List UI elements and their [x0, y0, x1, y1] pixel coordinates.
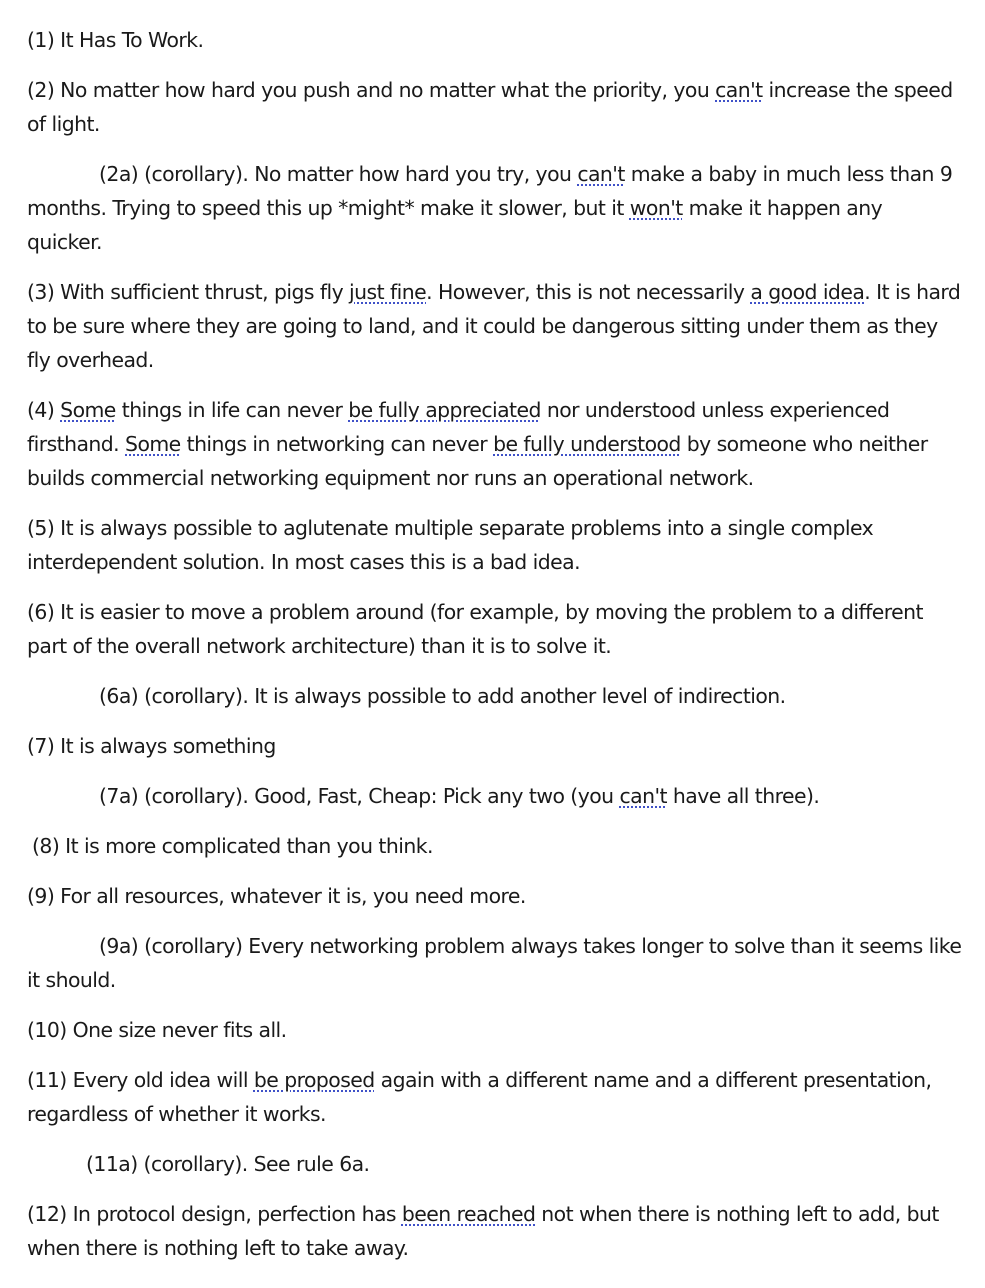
text-run: increase the speed of light. — [27, 78, 953, 136]
text-run: (4) — [27, 398, 61, 422]
rule-11 — [27, 1063, 962, 1131]
grammar-flag: be fully understood — [493, 432, 681, 456]
text-run: (7a) (corollary). Good, Fast, Cheap: Pick any two (you — [99, 784, 620, 808]
text-run: (8) It is more complicated than you think. — [32, 834, 433, 858]
text-run: again with a different name and a different presentation, regardless of whether it works. — [27, 1068, 932, 1126]
rule-10 — [27, 1013, 962, 1047]
text-run: (9a) (corollary) Every networking problem always takes longer to solve than it seems like it should. — [27, 934, 962, 992]
grammar-flag: can't — [715, 78, 763, 102]
text-run: (6a) (corollary). It is always possible to add another level of indirection. — [99, 684, 786, 708]
text-run: make a baby in much less than 9 months. Trying to speed this up *might* make it slower, but it — [27, 162, 953, 220]
grammar-flag: be fully appreciated — [348, 398, 541, 422]
rule-8 — [27, 829, 962, 863]
rule-11a — [27, 1147, 962, 1181]
text-run: by someone who neither builds commercial networking equipment nor runs an operational network. — [27, 432, 928, 490]
text-run: (5) It is always possible to aglutenate multiple separate problems into a single complex interdependent solution. In most cases this is a bad idea. — [27, 516, 874, 574]
text-run: (1) It Has To Work. — [27, 28, 204, 52]
grammar-flag: can't — [577, 162, 625, 186]
text-run: (10) One size never fits all. — [27, 1018, 287, 1042]
text-run: nor understood unless experienced firsthand. — [27, 398, 890, 456]
rule-7a — [27, 779, 962, 813]
text-run: (9) For all resources, whatever it is, you need more. — [27, 884, 526, 908]
rule-6a — [27, 679, 962, 713]
text-run: make it happen any quicker. — [27, 196, 883, 254]
rule-7 — [27, 729, 962, 763]
rule-5 — [27, 511, 962, 579]
text-run: (11a) (corollary). See rule 6a. — [86, 1152, 370, 1176]
text-run: (12) In protocol design, perfection has — [27, 1202, 402, 1226]
grammar-flag: can't — [619, 784, 667, 808]
text-run: (7) It is always something — [27, 734, 276, 758]
grammar-flag: be proposed — [253, 1068, 375, 1092]
text-run: . It is hard to be sure where they are going to land, and it could be dangerous sitting under them as they fly overhead. — [27, 280, 961, 372]
rule-4 — [27, 393, 962, 495]
rule-3 — [27, 275, 962, 377]
grammar-flag: been reached — [401, 1202, 536, 1226]
text-run: things in life can never — [115, 398, 349, 422]
text-run: (11) Every old idea will — [27, 1068, 254, 1092]
rule-12 — [27, 1197, 962, 1265]
grammar-flag: Some — [60, 398, 116, 422]
grammar-flag: Some — [125, 432, 181, 456]
text-run: not when there is nothing left to add, but when there is nothing left to take away. — [27, 1202, 939, 1260]
text-run: have all three). — [666, 784, 820, 808]
document-body — [27, 23, 962, 1281]
text-run: (6) It is easier to move a problem around (for example, by moving the problem to a different part of the overall network architecture) than it is to solve it. — [27, 600, 923, 658]
rule-1 — [27, 23, 962, 57]
rule-9a — [27, 929, 962, 997]
rule-9 — [27, 879, 962, 913]
grammar-flag: won't — [629, 196, 683, 220]
grammar-flag: a good idea — [750, 280, 865, 304]
rule-2 — [27, 73, 962, 141]
grammar-flag: just fine — [349, 280, 427, 304]
rule-2a — [27, 157, 962, 259]
text-run: (2) No matter how hard you push and no matter what the priority, you — [27, 78, 716, 102]
text-run: (3) With sufficient thrust, pigs fly — [27, 280, 350, 304]
text-run: things in networking can never — [180, 432, 494, 456]
text-run: . However, this is not necessarily — [426, 280, 751, 304]
rule-6 — [27, 595, 962, 663]
text-run: (2a) (corollary). No matter how hard you try, you — [99, 162, 578, 186]
